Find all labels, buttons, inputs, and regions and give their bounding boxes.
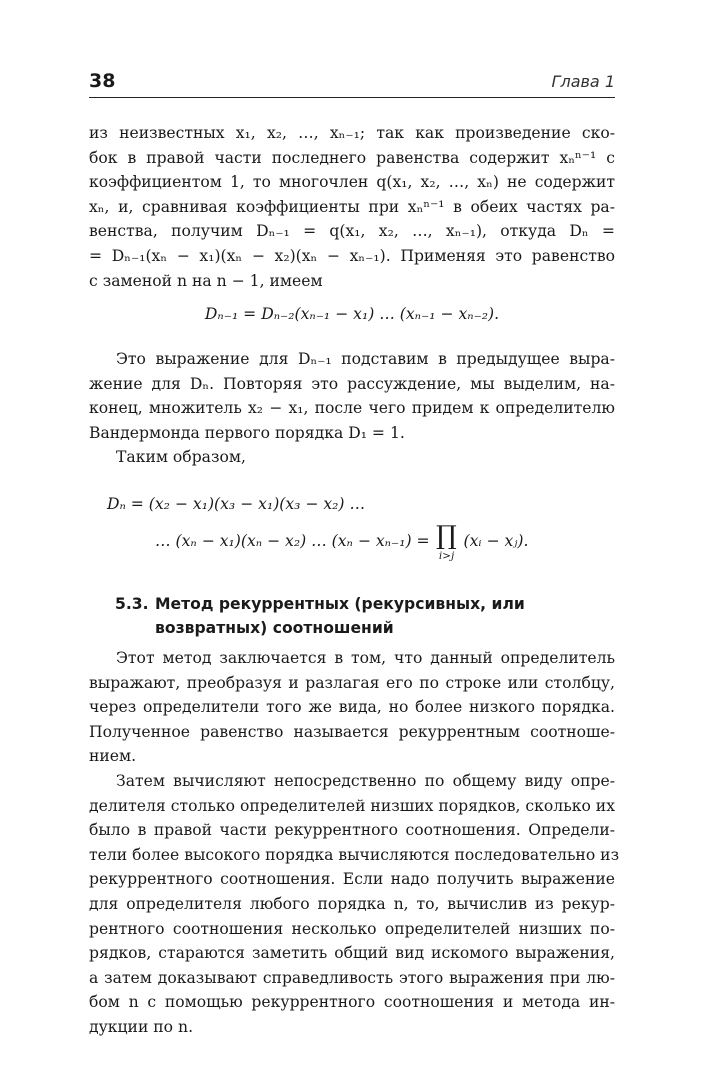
paragraph-4 (89, 646, 615, 769)
text-line: рядков, стараются заметить общий вид искомого выражения, (89, 944, 615, 963)
text-line: для определителя любого порядка n, то, вычислив из рекур- (89, 894, 615, 913)
chapter-title: Глава 1 (551, 72, 615, 91)
text-line: было в правой части рекуррентного соотношения. Определи- (89, 821, 615, 840)
text-line: Таким образом, (116, 448, 246, 467)
formula-part: (xᵢ − xⱼ). (463, 532, 529, 550)
product-limit: i>j (438, 550, 455, 562)
section-number: 5.3. (115, 595, 149, 613)
text-line: рекуррентного соотношения. Если надо получить выражение (89, 870, 615, 889)
product-operator (435, 522, 459, 562)
text-line: рентного соотношения несколько определителей низших по- (89, 919, 615, 938)
page-number: 38 (89, 70, 116, 92)
text-line: = Dₙ₋₁(xₙ − x₁)(xₙ − x₂)(xₙ − xₙ₋₁). Применяя это равенство (89, 246, 615, 265)
text-line: нием. (89, 747, 137, 766)
text-line: венства, получим Dₙ₋₁ = q(x₁, x₂, …, xₙ₋₁), откуда Dₙ = (89, 222, 615, 241)
text-line: дукции по n. (89, 1017, 194, 1036)
text-line: Этот метод заключается в том, что данный определитель (116, 649, 615, 667)
paragraph-5 (89, 769, 620, 1040)
section-heading (89, 592, 615, 640)
formula-part: … (xₙ − x₁)(xₙ − x₂) … (xₙ − xₙ₋₁) = (155, 532, 430, 550)
book-page (89, 0, 620, 1080)
text-line: выражают, преобразуя и разлагая его по строке или столбцу, (89, 673, 615, 692)
text-line: Затем вычисляют непосредственно по общему виду опре- (116, 772, 615, 790)
text-line: делителя столько определителей низших порядков, сколько их (89, 796, 615, 815)
section-title-line-2: возвратных) соотношений (155, 619, 394, 637)
running-head (89, 66, 615, 96)
text-line: а затем доказывают справедливость этого выражения при лю- (89, 968, 615, 987)
text-line: Полученное равенство называется рекуррентным соотноше- (89, 722, 615, 741)
section-title-line-1: Метод рекуррентных (рекурсивных, или (155, 595, 525, 613)
text-line: жение для Dₙ. Повторяя это рассуждение, мы выделим, на- (89, 374, 615, 393)
formula-vandermonde-line1: Dₙ = (x₂ − x₁)(x₃ − x₁)(x₃ − x₂) … (107, 495, 366, 513)
text-line: коэффициентом 1, то многочлен q(x₁, x₂, …, xₙ) не содержит (89, 173, 615, 192)
formula-recurrence: Dₙ₋₁ = Dₙ₋₂(xₙ₋₁ − x₁) … (xₙ₋₁ − xₙ₋₂). (204, 305, 500, 323)
text-line: конец, множитель x₂ − x₁, после чего придем к определителю (89, 399, 615, 418)
paragraph-2 (89, 347, 615, 470)
text-line: xₙ, и, сравнивая коэффициенты при xₙⁿ⁻¹ в обеих частях ра- (89, 197, 615, 216)
text-line: через определители того же вида, но более низкого порядка. (89, 698, 615, 717)
paragraph-1 (89, 121, 615, 293)
text-line: тели более высокого порядка вычисляются последовательно из (89, 845, 620, 864)
text-line: бок в правой части последнего равенства содержит xₙⁿ⁻¹ с (89, 148, 615, 167)
text-line: Вандермонда первого порядка D₁ = 1. (89, 423, 405, 442)
text-line: с заменой n на n − 1, имеем (89, 271, 323, 290)
formula-vandermonde-line2 (155, 522, 615, 562)
text-line: бом n с помощью рекуррентного соотношения и метода ин- (89, 993, 615, 1012)
product-symbol: ∏ (436, 521, 457, 551)
text-line: из неизвестных x₁, x₂, …, xₙ₋₁; так как произведение ско- (89, 124, 615, 142)
text-line: Это выражение для Dₙ₋₁ подставим в предыдущее выра- (116, 350, 615, 368)
header-rule (89, 97, 615, 98)
